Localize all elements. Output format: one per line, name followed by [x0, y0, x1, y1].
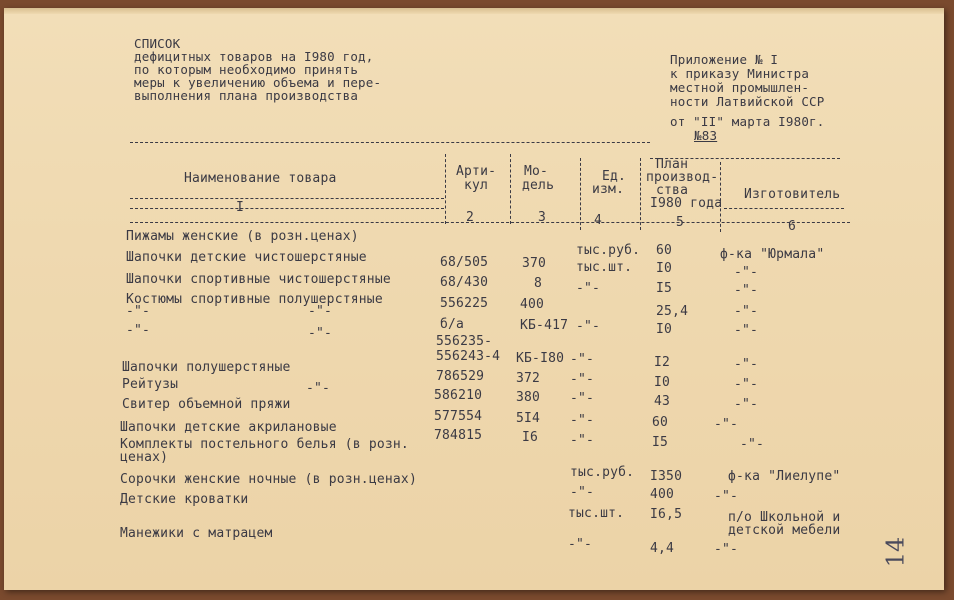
col-header-unit-1: Ед.	[602, 169, 627, 184]
row-10-model: I6	[522, 430, 539, 445]
title-line-2: дефицитных товаров на I980 год,	[134, 49, 374, 64]
header-mid-rule-3	[724, 208, 844, 209]
col-number-6: 6	[788, 219, 797, 234]
title-line-3: по которым необходимо принять	[134, 62, 359, 77]
row-6-article-1: 556235-	[436, 334, 493, 349]
col-header-model-2: дель	[522, 178, 555, 193]
col-number-5: 5	[676, 215, 685, 230]
row-8-unit: -"-	[570, 391, 595, 406]
row-10-maker: -"-	[740, 437, 765, 452]
row-5-name-ditto: -"-	[308, 326, 333, 341]
header-mid-rule-2	[130, 208, 444, 209]
row-5-unit: -"-	[576, 319, 601, 334]
title-line-1: СПИСОК	[134, 36, 181, 51]
row-1-maker: ф-ка "Юрмала"	[720, 247, 825, 262]
row-13-name: Манежики с матрацем	[120, 526, 273, 541]
col-sep-2	[510, 154, 511, 224]
row-7-maker: -"-	[734, 377, 759, 392]
col-number-1: I	[236, 200, 245, 215]
col-header-name: Наименование товара	[184, 171, 337, 186]
row-10-unit: -"-	[570, 433, 595, 448]
col-header-plan-1: План	[656, 157, 689, 172]
row-13-maker-1: п/о Школьной и	[728, 510, 841, 525]
row-5-model: КБ-417	[520, 318, 569, 333]
row-2-model: 8	[534, 276, 543, 291]
paper-edge	[4, 8, 944, 14]
row-6-maker: -"-	[734, 357, 759, 372]
row-8-maker: -"-	[734, 397, 759, 412]
row-3-maker: -"-	[734, 283, 759, 298]
title-line-4: меры к увеличению объема и пере-	[134, 75, 382, 90]
appendix-line-4: ности Латвийской ССР	[670, 94, 825, 109]
row-8-model: 380	[516, 390, 541, 405]
row-2-name: Шапочки спортивные чистошерстяные	[126, 272, 391, 287]
row-10-plan: I5	[652, 435, 669, 450]
row-13-maker-2: детской мебели	[728, 523, 841, 538]
appendix-line-1: Приложение № I	[670, 52, 779, 67]
row-11-plan: I350	[650, 469, 683, 484]
row-8-name: Свитер объемной пряжи	[122, 397, 291, 412]
row-13-plan: I6,5	[650, 507, 683, 522]
row-4-plan: 25,4	[656, 304, 689, 319]
row-12-unit: -"-	[570, 485, 595, 500]
row-1-article: 68/505	[440, 255, 489, 270]
row-2-plan: I0	[656, 261, 673, 276]
row-4-name-ditto: -"-	[308, 304, 333, 319]
row-7-name-ditto: -"-	[306, 381, 331, 396]
appendix-date: от "II" марта I980г.	[670, 114, 825, 129]
row-3-article: 556225	[440, 296, 489, 311]
row-11-unit: тыс.руб.	[570, 465, 635, 480]
row-14-maker: -"-	[714, 542, 739, 557]
row-3-model: 400	[520, 297, 545, 312]
row-11-maker: ф-ка "Лиелупе"	[728, 469, 841, 484]
header-mid-rule-1	[130, 198, 444, 199]
row-1-plan: 60	[656, 243, 673, 258]
col-sep-3	[580, 158, 581, 230]
col-header-plan-4: I980 года	[650, 196, 723, 211]
col-number-4: 4	[594, 213, 603, 228]
col-header-maker: Изготовитель	[744, 187, 841, 202]
row-7-model: 372	[516, 371, 541, 386]
appendix-number: №83	[694, 128, 718, 143]
row-9-plan: 60	[652, 415, 669, 430]
col-header-article-1: Арти-	[456, 164, 497, 179]
handwritten-page-number: 14	[881, 536, 910, 568]
row-11-name: Сорочки женские ночные (в розн.ценах)	[120, 472, 417, 487]
row-6-article-2: 556243-4	[436, 349, 501, 364]
row-4-maker: -"-	[734, 304, 759, 319]
row-8-article: 586210	[434, 388, 483, 403]
row-6-model: КБ-I80	[516, 351, 565, 366]
row-1-model: 370	[522, 256, 547, 271]
row-7-plan: I0	[654, 375, 671, 390]
row-3-plan: I5	[656, 281, 673, 296]
row-1-name: Шапочки детские чистошерстяные	[126, 250, 367, 265]
row-3-unit: -"-	[576, 281, 601, 296]
col-header-model-1: Мо-	[524, 164, 549, 179]
row-14-unit: -"-	[568, 537, 593, 552]
row-9-maker: -"-	[714, 417, 739, 432]
col-header-plan-2: производ-	[646, 170, 719, 185]
row-5-plan: I0	[656, 322, 673, 337]
row-13-unit: тыс.шт.	[568, 506, 625, 521]
row-7-article: 786529	[436, 369, 485, 384]
col-header-plan-3: ства	[656, 183, 689, 198]
row-9-name: Шапочки детские акрилановые	[120, 420, 337, 435]
appendix-line-3: местной промышлен-	[670, 80, 810, 95]
col-sep-4	[640, 158, 641, 230]
row-2-article: 68/430	[440, 275, 489, 290]
title-line-5: выполнения плана производства	[134, 88, 359, 103]
col-header-unit-2: изм.	[592, 182, 625, 197]
row-12-plan: 400	[650, 487, 675, 502]
col-number-2: 2	[466, 210, 475, 225]
row-2-maker: -"-	[734, 265, 759, 280]
row-2-unit: тыс.шт.	[576, 260, 633, 275]
row-6-unit: -"-	[570, 352, 595, 367]
col-sep-5	[720, 162, 721, 232]
row-0-name: Пижамы женские (в розн.ценах)	[126, 229, 359, 244]
row-12-name: Детские кроватки	[120, 492, 249, 507]
row-14-plan: 4,4	[650, 541, 675, 556]
row-10-name: Комплекты постельного белья (в розн.	[120, 437, 409, 452]
row-9-article: 577554	[434, 409, 483, 424]
row-10-name-2: ценах)	[120, 450, 169, 465]
table-top-rule-left	[130, 142, 650, 143]
row-10-article: 784815	[434, 428, 483, 443]
row-8-plan: 43	[654, 394, 671, 409]
row-6-plan: I2	[654, 355, 671, 370]
header-bottom-rule	[130, 222, 850, 223]
row-5-name: -"-	[126, 323, 151, 338]
row-6-name: Шапочки полушерстяные	[122, 360, 291, 375]
document-page	[4, 8, 944, 590]
appendix-line-2: к приказу Министра	[670, 66, 810, 81]
row-3-name: Костюмы спортивные полушерстяные	[126, 292, 383, 307]
col-header-article-2: кул	[464, 178, 489, 193]
row-7-name: Рейтузы	[122, 377, 179, 392]
row-5-maker: -"-	[734, 323, 759, 338]
row-9-model: 5I4	[516, 411, 541, 426]
col-sep-1	[445, 154, 446, 224]
row-5-article: б/а	[440, 317, 465, 332]
row-12-maker: -"-	[714, 489, 739, 504]
row-4-name: -"-	[126, 304, 151, 319]
row-7-unit: -"-	[570, 372, 595, 387]
col-number-3: 3	[538, 210, 547, 225]
row-9-unit: -"-	[570, 413, 595, 428]
row-1-unit: тыс.руб.	[576, 243, 641, 258]
